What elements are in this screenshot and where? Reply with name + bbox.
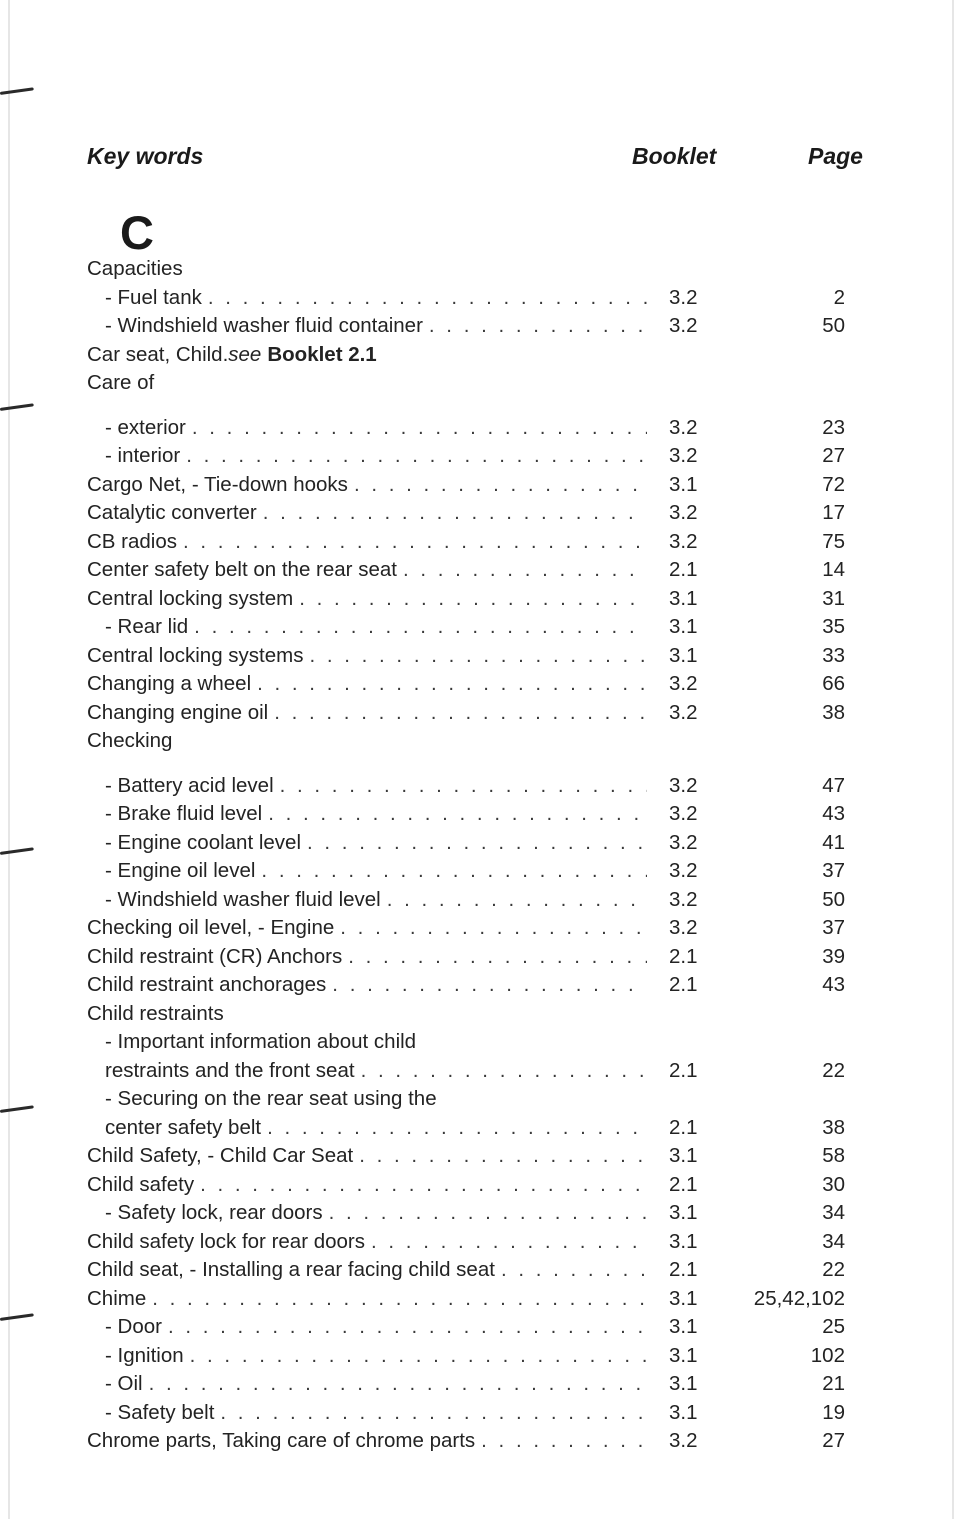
entry-line (87, 499, 647, 528)
binding-mark (0, 87, 34, 95)
page-number: 21 (822, 1372, 845, 1395)
index-entry (87, 585, 877, 614)
entry-line (105, 1114, 647, 1143)
index-entry (87, 800, 877, 829)
index-entry (87, 829, 877, 858)
entry-line (87, 670, 647, 699)
index-entry (87, 284, 877, 313)
dot-leader (355, 1057, 647, 1086)
entry-line (105, 312, 647, 341)
dot-leader (342, 943, 647, 972)
dot-leader (214, 1399, 647, 1428)
entry-text: Changing engine oil (87, 700, 269, 724)
booklet-number: 2.1 (669, 1115, 698, 1139)
index-entry (87, 1342, 877, 1371)
index-entry (87, 1142, 877, 1171)
page-number: 41 (822, 830, 845, 854)
entry-line (105, 442, 647, 471)
index-entry (87, 341, 877, 370)
entry-line (105, 857, 647, 886)
index-entry (87, 857, 877, 886)
header-key-words: Key words (87, 143, 204, 169)
entry-line (105, 613, 647, 642)
page-number: 27 (822, 1429, 845, 1452)
page-number: 102 (810, 1343, 845, 1367)
entry-line (105, 886, 647, 915)
entry-line (87, 1285, 647, 1314)
entry-line (87, 528, 647, 557)
entry-line (105, 772, 647, 801)
entry-text: Child restraint anchorages (87, 973, 327, 996)
page-number: 2 (833, 285, 845, 309)
booklet-number: 3.2 (669, 1429, 698, 1452)
dot-leader (303, 642, 647, 671)
entry-text: Checking (87, 729, 173, 752)
dot-leader (268, 699, 647, 728)
entry-line (87, 727, 647, 756)
index-entry (87, 1085, 877, 1142)
dot-leader (365, 1228, 647, 1257)
header-page: Page (808, 143, 863, 169)
dot-leader (188, 613, 647, 642)
page-number: 58 (822, 1144, 845, 1167)
dot-leader (180, 442, 647, 471)
dot-leader (143, 1370, 647, 1399)
booklet-number: 3.2 (669, 859, 698, 882)
entry-text: Car seat, Child. (87, 342, 229, 366)
dot-leader (381, 886, 647, 915)
index-entry (87, 943, 877, 972)
booklet-number: 3.2 (669, 830, 698, 854)
index-entry (87, 528, 877, 557)
page-number: 23 (822, 415, 845, 439)
dot-leader (177, 528, 647, 557)
entry-line (105, 1199, 647, 1228)
entry-line (105, 1342, 647, 1371)
dot-leader (348, 471, 647, 500)
page-edge-right (952, 0, 954, 1519)
entry-line (87, 585, 647, 614)
page-number: 30 (822, 1172, 845, 1196)
index-entry (87, 442, 877, 471)
entry-text: - Brake fluid level (105, 802, 263, 825)
dot-leader (251, 670, 647, 699)
entry-line (87, 943, 647, 972)
entry-text: - Door (105, 1315, 162, 1338)
entry-line (87, 971, 647, 1000)
index-entry (87, 255, 877, 284)
booklet-number: 3.2 (669, 285, 698, 309)
dot-leader (194, 1171, 647, 1200)
entry-line (87, 255, 647, 284)
index-entry (87, 727, 877, 756)
entry-line (87, 642, 647, 671)
entry-text: Chime (87, 1286, 147, 1310)
index-entry (87, 613, 877, 642)
index-entry (87, 772, 877, 801)
index-entry (87, 414, 877, 443)
page-number: 38 (822, 700, 845, 724)
dot-leader (334, 914, 647, 943)
booklet-number: 3.2 (669, 444, 698, 467)
page-edge-left (8, 0, 10, 1519)
index-entry (87, 1228, 877, 1257)
entry-text: Capacities (87, 257, 183, 280)
dot-leader (495, 1256, 647, 1285)
entry-text: - exterior (105, 415, 186, 439)
dot-leader (323, 1199, 647, 1228)
entry-text: - Important information about child (105, 1030, 417, 1053)
index-entry (87, 642, 877, 671)
booklet-number: 2.1 (669, 1058, 698, 1082)
entry-text: - Ignition (105, 1343, 184, 1367)
index-entry (87, 1399, 877, 1428)
booklet-number: 3.2 (669, 773, 698, 797)
entry-text: Care of (87, 371, 155, 394)
page-number: 66 (822, 672, 845, 695)
entry-text: - Oil (105, 1372, 143, 1395)
booklet-number: 3.1 (669, 615, 698, 638)
entry-text: - Securing on the rear seat using the (105, 1087, 437, 1110)
page-number: 31 (822, 586, 845, 610)
entry-text: Child Safety, - Child Car Seat (87, 1144, 354, 1167)
page-number: 38 (822, 1115, 845, 1139)
dot-leader (274, 772, 647, 801)
page-number: 19 (822, 1400, 845, 1424)
dot-leader (475, 1427, 647, 1456)
dot-leader (255, 857, 647, 886)
dot-leader (397, 556, 647, 585)
booklet-number: 3.2 (669, 501, 698, 524)
entry-text: - Safety lock, rear doors (105, 1201, 323, 1224)
index-entry (87, 670, 877, 699)
page-number: 50 (822, 314, 845, 337)
index-entry (87, 556, 877, 585)
booklet-number: 3.1 (669, 586, 698, 610)
page-number: 25 (822, 1315, 845, 1338)
dot-leader (184, 1342, 647, 1371)
entry-line (105, 1057, 647, 1086)
entry-line (105, 1370, 647, 1399)
entry-line (105, 800, 647, 829)
booklet-number: 3.2 (669, 916, 698, 939)
binding-mark (0, 1105, 34, 1113)
booklet-number: 3.2 (669, 802, 698, 825)
entry-text-continued: center safety belt (105, 1115, 262, 1139)
index-entry (87, 312, 877, 341)
booklet-number: 3.1 (669, 1286, 698, 1310)
entry-line (87, 1142, 647, 1171)
entry-text: - Battery acid level (105, 773, 274, 797)
entry-line (87, 914, 647, 943)
dot-leader (186, 414, 647, 443)
page-number: 22 (822, 1258, 845, 1281)
booklet-number: 3.1 (669, 1144, 698, 1167)
entry-text: Catalytic converter (87, 501, 257, 524)
page-number: 17 (822, 501, 845, 524)
index-entry (87, 369, 877, 398)
binding-mark (0, 847, 34, 855)
entry-line (105, 414, 647, 443)
entry-text-continued: restraints and the front seat (105, 1058, 355, 1082)
index-entry (87, 1370, 877, 1399)
page-number: 75 (822, 529, 845, 553)
index-entry (87, 1313, 877, 1342)
booklet-number: 3.2 (669, 529, 698, 553)
booklet-number: 2.1 (669, 558, 698, 581)
page-number: 33 (822, 643, 845, 667)
page-number: 43 (822, 973, 845, 996)
booklet-number: 3.2 (669, 314, 698, 337)
entry-text: - Rear lid (105, 615, 189, 638)
entry-line (87, 1000, 647, 1029)
booklet-number: 2.1 (669, 1258, 698, 1281)
entry-text: Cargo Net, - Tie-down hooks (87, 472, 348, 496)
entry-text: - Engine oil level (105, 859, 256, 882)
booklet-number: 3.1 (669, 1229, 698, 1253)
booklet-number: 3.1 (669, 643, 698, 667)
index-entry (87, 914, 877, 943)
entry-text: Central locking system (87, 586, 294, 610)
index-entry (87, 886, 877, 915)
page-number: 47 (822, 773, 845, 797)
entry-text: - interior (105, 444, 181, 467)
section-letter: C (120, 206, 154, 259)
entry-line (87, 369, 647, 398)
dot-leader (162, 1313, 647, 1342)
booklet-number: 2.1 (669, 944, 698, 968)
dot-leader (326, 971, 647, 1000)
entry-text: - Fuel tank (105, 285, 202, 309)
page-number: 25,42,102 (753, 1286, 845, 1310)
index-entry (87, 1199, 877, 1228)
entry-text: CB radios (87, 529, 178, 553)
entry-line (105, 284, 647, 313)
index-entry (87, 499, 877, 528)
booklet-number: 2.1 (669, 973, 698, 996)
entry-line (87, 471, 647, 500)
booklet-number: 3.2 (669, 415, 698, 439)
entry-text: - Engine coolant level (105, 830, 302, 854)
entry-text: Center safety belt on the rear seat (87, 558, 397, 581)
index-entry (87, 1028, 877, 1085)
entry-text: Central locking systems (87, 643, 304, 667)
entry-line (87, 341, 647, 370)
entry-line (105, 1399, 647, 1428)
entry-line (87, 1427, 647, 1456)
page-number: 35 (822, 615, 845, 638)
booklet-number: 3.1 (669, 1400, 698, 1424)
entry-line (87, 1171, 647, 1200)
entry-text: Child restraints (87, 1001, 224, 1025)
page-number: 43 (822, 802, 845, 825)
entry-text: Changing a wheel (87, 672, 252, 695)
see-label: see (228, 342, 262, 366)
dot-leader (353, 1142, 647, 1171)
index-entry (87, 971, 877, 1000)
index-entry (87, 1171, 877, 1200)
dot-leader (146, 1285, 647, 1314)
entry-line (105, 1313, 647, 1342)
booklet-number: 3.2 (669, 887, 698, 911)
booklet-number: 3.1 (669, 472, 698, 496)
page-number: 39 (822, 944, 845, 968)
page-number: 37 (822, 916, 845, 939)
entry-text: Checking oil level, - Engine (87, 916, 335, 939)
dot-leader (262, 800, 647, 829)
entry-text: Child seat, - Installing a rear facing child seat (87, 1258, 495, 1281)
entry-text: Child safety (87, 1172, 195, 1196)
booklet-number: 3.1 (669, 1343, 698, 1367)
entry-text: - Windshield washer fluid level (105, 887, 381, 911)
booklet-number: 3.1 (669, 1201, 698, 1224)
page-number: 50 (822, 887, 845, 911)
booklet-number: 3.2 (669, 700, 698, 724)
entry-line (105, 829, 647, 858)
entry-line (87, 1256, 647, 1285)
index-list (87, 255, 877, 1456)
page-number: 22 (822, 1058, 845, 1082)
booklet-number: 2.1 (669, 1172, 698, 1196)
booklet-reference: Booklet 2.1 (267, 342, 377, 366)
entry-text: Chrome parts, Taking care of chrome parts (87, 1429, 476, 1452)
index-entry (87, 471, 877, 500)
page-number: 72 (822, 472, 845, 496)
index-entry (87, 1000, 877, 1029)
page-number: 37 (822, 859, 845, 882)
entry-text: - Safety belt (105, 1400, 215, 1424)
entry-text: - Windshield washer fluid container (105, 314, 423, 337)
page-number: 34 (822, 1229, 845, 1253)
index-entry (87, 1427, 877, 1456)
booklet-number: 3.2 (669, 672, 698, 695)
header-booklet: Booklet (632, 143, 717, 169)
dot-leader (293, 585, 647, 614)
binding-mark (0, 403, 34, 411)
page-number: 34 (822, 1201, 845, 1224)
page-number: 27 (822, 444, 845, 467)
dot-leader (301, 829, 647, 858)
page-number: 14 (822, 558, 845, 581)
entry-line (87, 556, 647, 585)
entry-text: Child safety lock for rear doors (87, 1229, 366, 1253)
index-entry (87, 1285, 877, 1314)
dot-leader (261, 1114, 647, 1143)
entry-line (87, 1228, 647, 1257)
dot-leader (202, 284, 647, 313)
booklet-number: 3.1 (669, 1315, 698, 1338)
index-entry (87, 1256, 877, 1285)
booklet-number: 3.1 (669, 1372, 698, 1395)
entry-text: Child restraint (CR) Anchors (87, 944, 343, 968)
binding-mark (0, 1313, 34, 1321)
entry-line (87, 699, 647, 728)
dot-leader (423, 312, 647, 341)
dot-leader (257, 499, 647, 528)
index-entry (87, 699, 877, 728)
